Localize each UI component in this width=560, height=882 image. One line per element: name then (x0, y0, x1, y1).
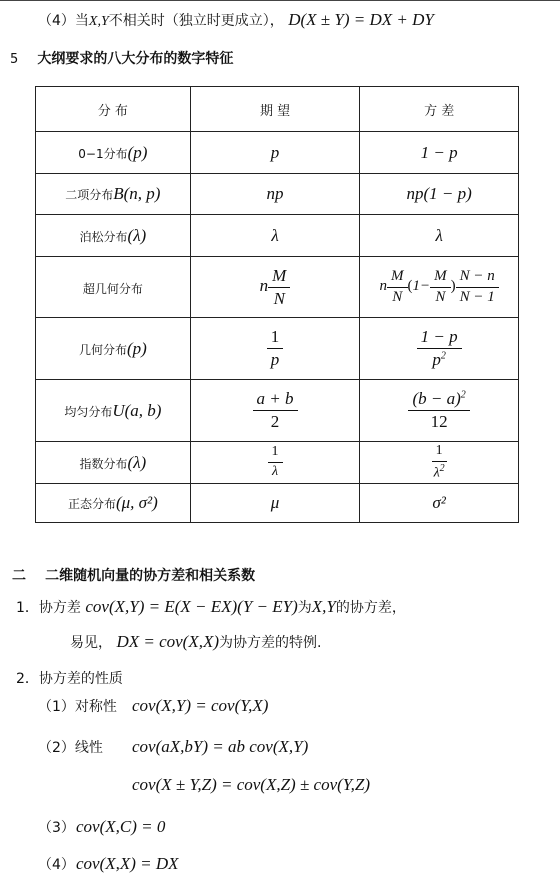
var-cell: np(1 − p) (360, 174, 519, 215)
mean-cell: μ (190, 484, 360, 523)
lead-text: 易见， (70, 635, 112, 651)
item-label: （4）当 (38, 13, 89, 29)
var-cell (360, 318, 519, 380)
unif-var: $\frac{(b - a)^2}{12}$ (408, 390, 469, 431)
table-row (36, 215, 519, 257)
item-label: 1．协方差 (16, 600, 81, 616)
unif-mean: $\frac{a + b}{2}$ (253, 390, 298, 431)
section-title: 大纲要求的八大分布的数字特征 (37, 51, 234, 67)
covariance-properties-heading: 2．协方差的性质 (16, 671, 123, 687)
mean-cell (190, 380, 360, 442)
table-row (36, 257, 519, 318)
covariance-special-case (70, 632, 321, 652)
vars: X,Y (88, 14, 109, 29)
formula: DX = cov(X,X) (116, 632, 220, 651)
section-2-heading (12, 565, 255, 585)
mean-cell (190, 442, 360, 484)
section-5-heading (10, 48, 233, 68)
hypergeo-mean: n $\frac{M}{N}$ (260, 276, 291, 295)
var-cell: 1 − p (360, 132, 519, 174)
property-row: cov(X ± Y,Z) = cov(X,Z) ± cov(Y,Z) (132, 775, 371, 794)
var-cell: λ (360, 215, 519, 257)
property-row: （3）cov(X,C) = 0 (38, 817, 166, 836)
dist-name-cell: 均匀分布U(a, b) (36, 380, 191, 442)
mean-cell: np (190, 174, 360, 215)
dist-name-cell: 超几何分布 (36, 257, 191, 318)
mean-cell: λ (190, 215, 360, 257)
header-cell: 方 差 (360, 87, 519, 132)
table-row (36, 132, 519, 174)
dist-name-cell: 二项分布B(n, p) (36, 174, 191, 215)
header-cell: 期 望 (190, 87, 360, 132)
var-cell (360, 442, 519, 484)
text: 不相关时（独立时更成立）， (108, 13, 284, 29)
mean-cell (190, 257, 360, 318)
formula: cov(X,Y) = E(X − EX)(Y − EY) (85, 597, 298, 616)
table-row (36, 442, 519, 484)
top-rule (0, 0, 560, 1)
table-row (36, 380, 519, 442)
header-row (36, 87, 519, 132)
property-row: （4）cov(X,X) = DX (38, 854, 179, 873)
dist-name-cell: 几何分布(p) (36, 318, 191, 380)
table-row (36, 484, 519, 523)
mean-cell: p (190, 132, 360, 174)
table-row (36, 174, 519, 215)
exp-mean: $\frac{1}{\lambda}$ (268, 445, 283, 479)
hypergeo-var: n $\frac{M}{N}$ (1− $\frac{M}{N}$ ) $\frac{N - n}{N - 1}$ (380, 278, 499, 294)
dist-name-cell: 正态分布(μ, σ²) (36, 484, 191, 523)
section-number: 二 (12, 568, 26, 584)
section-title: 二维随机向量的协方差和相关系数 (45, 568, 256, 584)
independence-line (38, 10, 434, 30)
tail-text: 的协方差， (335, 600, 406, 616)
section-number: 5 (10, 52, 19, 67)
mid-text: 为 (297, 600, 312, 616)
geom-var: $\frac{1 - p}{p^2}$ (417, 328, 462, 369)
mean-cell (190, 318, 360, 380)
geom-mean: $\frac{1}{p}$ (267, 328, 284, 369)
table-row (36, 318, 519, 380)
exp-var: $\frac{1}{\lambda^2}$ (433, 442, 445, 481)
formula: D(X ± Y) = DX + DY (288, 10, 434, 29)
covariance-definition (16, 597, 406, 617)
property-row: （1）对称性 cov(X,Y) = cov(Y,X) (38, 696, 269, 715)
distribution-table (35, 86, 519, 523)
dist-name-cell: 泊松分布(λ) (36, 215, 191, 257)
var-cell (360, 257, 519, 318)
dist-name-cell: 指数分布(λ) (36, 442, 191, 484)
tail-text: 为协方差的特例. (219, 635, 322, 651)
var-cell: σ² (360, 484, 519, 523)
property-row: （2）线性 cov(aX,bY) = ab cov(X,Y) (38, 737, 309, 756)
dist-name-cell: 0−1分布(p) (36, 132, 191, 174)
vars: X,Y (311, 597, 336, 616)
var-cell (360, 380, 519, 442)
header-cell: 分 布 (36, 87, 191, 132)
